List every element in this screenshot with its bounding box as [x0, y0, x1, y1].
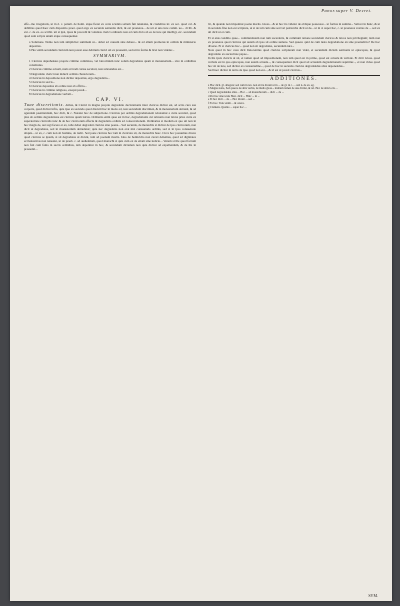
document-page [10, 6, 392, 601]
additiones-heading: ADDITIONES. [208, 75, 380, 82]
intro-paragraph: effe...mo irregularis, ut in d. c. penult. de homi. sique fieret ex certa scientia saltem fuit ieiunatus, & crudelitas irr. ex sec. quod cal. & debilitas quod haec cum dispositio praet. quod ergo ex secunda sententia dicit, & est praeterea... de uti et uno iure comm. uo... di lib. & ext. c. de ex. eo scribit. uti si ipsi, ipsas & procedit & voluntas clerici ordinaris non ad cum dicta ab ea de iure qui intelligi, etc. secundum quod sunt scripta unum atque consequenter. [24, 22, 196, 39]
chapter-title: Tuae discretionis. [24, 101, 65, 107]
running-header: Panor.super V. Decret. [321, 8, 372, 13]
summarium-heading: SVMMARIVM. [93, 52, 127, 58]
additiones-list: a Hoc dicit. gl. allegata: sed cum in tex. non sit ita dicunt ut in ... de gl. in c. ... sub n. de ex. eg. b Magna notio, Sed quaero de aliis verbis, de multa gloss... multum tamen de usu dicitur, & rel. Hoc de aliis locis ... c Quod degradandus alias ... Hoc ... ad monachorum ... dicit ... de ... d Per hoc sine textu Host. dicit ... Hinc ... in ... e Et hoc dicit ... de ... Hoc dicunt ... sed ... f Ex hoc. Tunc enim ... & cetera. g Clemens. Quanto ... super hoc ... [208, 83, 338, 109]
signature-mark: SVM. [368, 593, 378, 598]
summarium-list: 1 Clericus deprehensus proprie crimine commisso, vel latrocinium tunc solum degradatus quam si monasterium... sive in ordinibus constitutus. 2 Clericus crimine actuali, nam ad tradi curiae seculari, non relaxandus est... 3 Degradatio clerici non inducit ordinis characterem... 4 Clericus in depositione non dicitur depositus, ergo degradatio... 5 Clericus in sacris... 6 Clericus depositus ab ordine non ab officio... 7 Clericus in crimine religioso, exequi possit... 8 Clericus in degradatione verbali... [29, 59, 196, 96]
right-column [208, 22, 380, 594]
body-paragraph: Abbas, & Clerici in magna proprie degradatio declarationis inter clericos dicitur est, ad actio cura sua corporis, quod dicitur infra, quia ipse ex secundo quod discutit hoc in modo ad, non secundum discrimen, & in monasterium detrusit, & ad agendam paenitentiam, hoc dicit, & c. Notatur hoc de subjectione. Clericus per ordinis degradationem relaxantur a curia seculari, quod plus ab ordinis degradatione est clericus quam laicus. Ordinatio enim quae est in hoc, degradationis cui relaxatio non laicus prius curia ex superioritate clericalis tunc & de hoc clericorum effectu & degradatio ordinis ad consecrationem. Ordinarius si modum ex quo uti non in hoc magis de, aut regi facere et ex, tolle debet degradari clericus sine poena... Sed secunda, de monachis si dicitur de ipso clericorum, non dicit ut degradatus, sed in monasterium detrudatur; quia nec degradatio non erat nisi consuetudo ordinis, sed si in ipso consuetudo aliquis... ut ex, c. cum non ab homine, de iudic. Sed pone clericus hoc iam in clericatu sit, de monachis haec. Circa hoc possumus dicere quod clericus se ipsum, si sit degradatus ut dicunt, tum ad poenam mortis. Ideo de homicidio non curari debemus, quod ad dignitates ecclesiasticas non teneatur, ut de praeb. c. ad audientiam, quod monachi si quis cum ex de etiam sine iudicio... Verum si ille quod factum non fuit cum fama in sacris ordinibus, iam deponitur in hoc, & secundum dictamen non quia dicitur ad expellendum, & de his in praesenti... [24, 102, 196, 152]
left-column [24, 22, 196, 594]
body-paragraph-right: Et si eius conditio quae... communitatem non tum sacerdotis, & communi ratione secundum clericos & laicos non privilegium; item non ex praeterea quod clericus qui autem ab ipso sit ordine sumere. Sed quaero quid de cum iusta degradatione an sine praeiudicio? De hoc diverse. Et si clericus hoc... quod non sit degradatus, secundum iura... Nota quod in hoc casu dicit Innocentius quod clericus scripturam non videt, et secundum dictum sermonis ut episcopus, & quod degradatio ex auctoritate papae... In his ipsis clericis ut sit, et tamen quod ad impositionem, non tam quod est in primo, quod est actuale & verbale. Et dicit Gloss. quod verbale est in quo episcopus, non autem actuale..., & consequenter dicit quod ad actualem degradationem requiritur..., et non video quod hoc sit de iure, sed dicitur ex consuetudine..., quod de hoc in secundo clericus degradandus alias deponendus... Sed haec dicitur in tertio de ipso quod non est..., & id est ut possit clericus... [208, 35, 380, 73]
chapter-heading: CAP. VI. [95, 96, 125, 103]
items-a: a Solutione. Nemo non tam simpliciter summam ut... debet ad causam sine debere... & ad alium promotus in ordinis & ministerio depositus. b Hoc enim secundum clericum non potest esse debitum clerici uti ex praesenti, sed uti in forma & licet non videtur... [29, 39, 196, 52]
intro-paragraph-right: lic, & quando non imponitur poena mortis. Gloss... & ut hoc ita videtur de oblique possessor... ut fortius in summa... Salicet in hunc, & ut in secundo fine non est scriptura, ut si de tali cum sine sed vel patriarcha dicit ut de... ut in d. super hoc, c. ut praeterea vestras de ... sed ex uti dicit ut et cum. [208, 22, 380, 35]
